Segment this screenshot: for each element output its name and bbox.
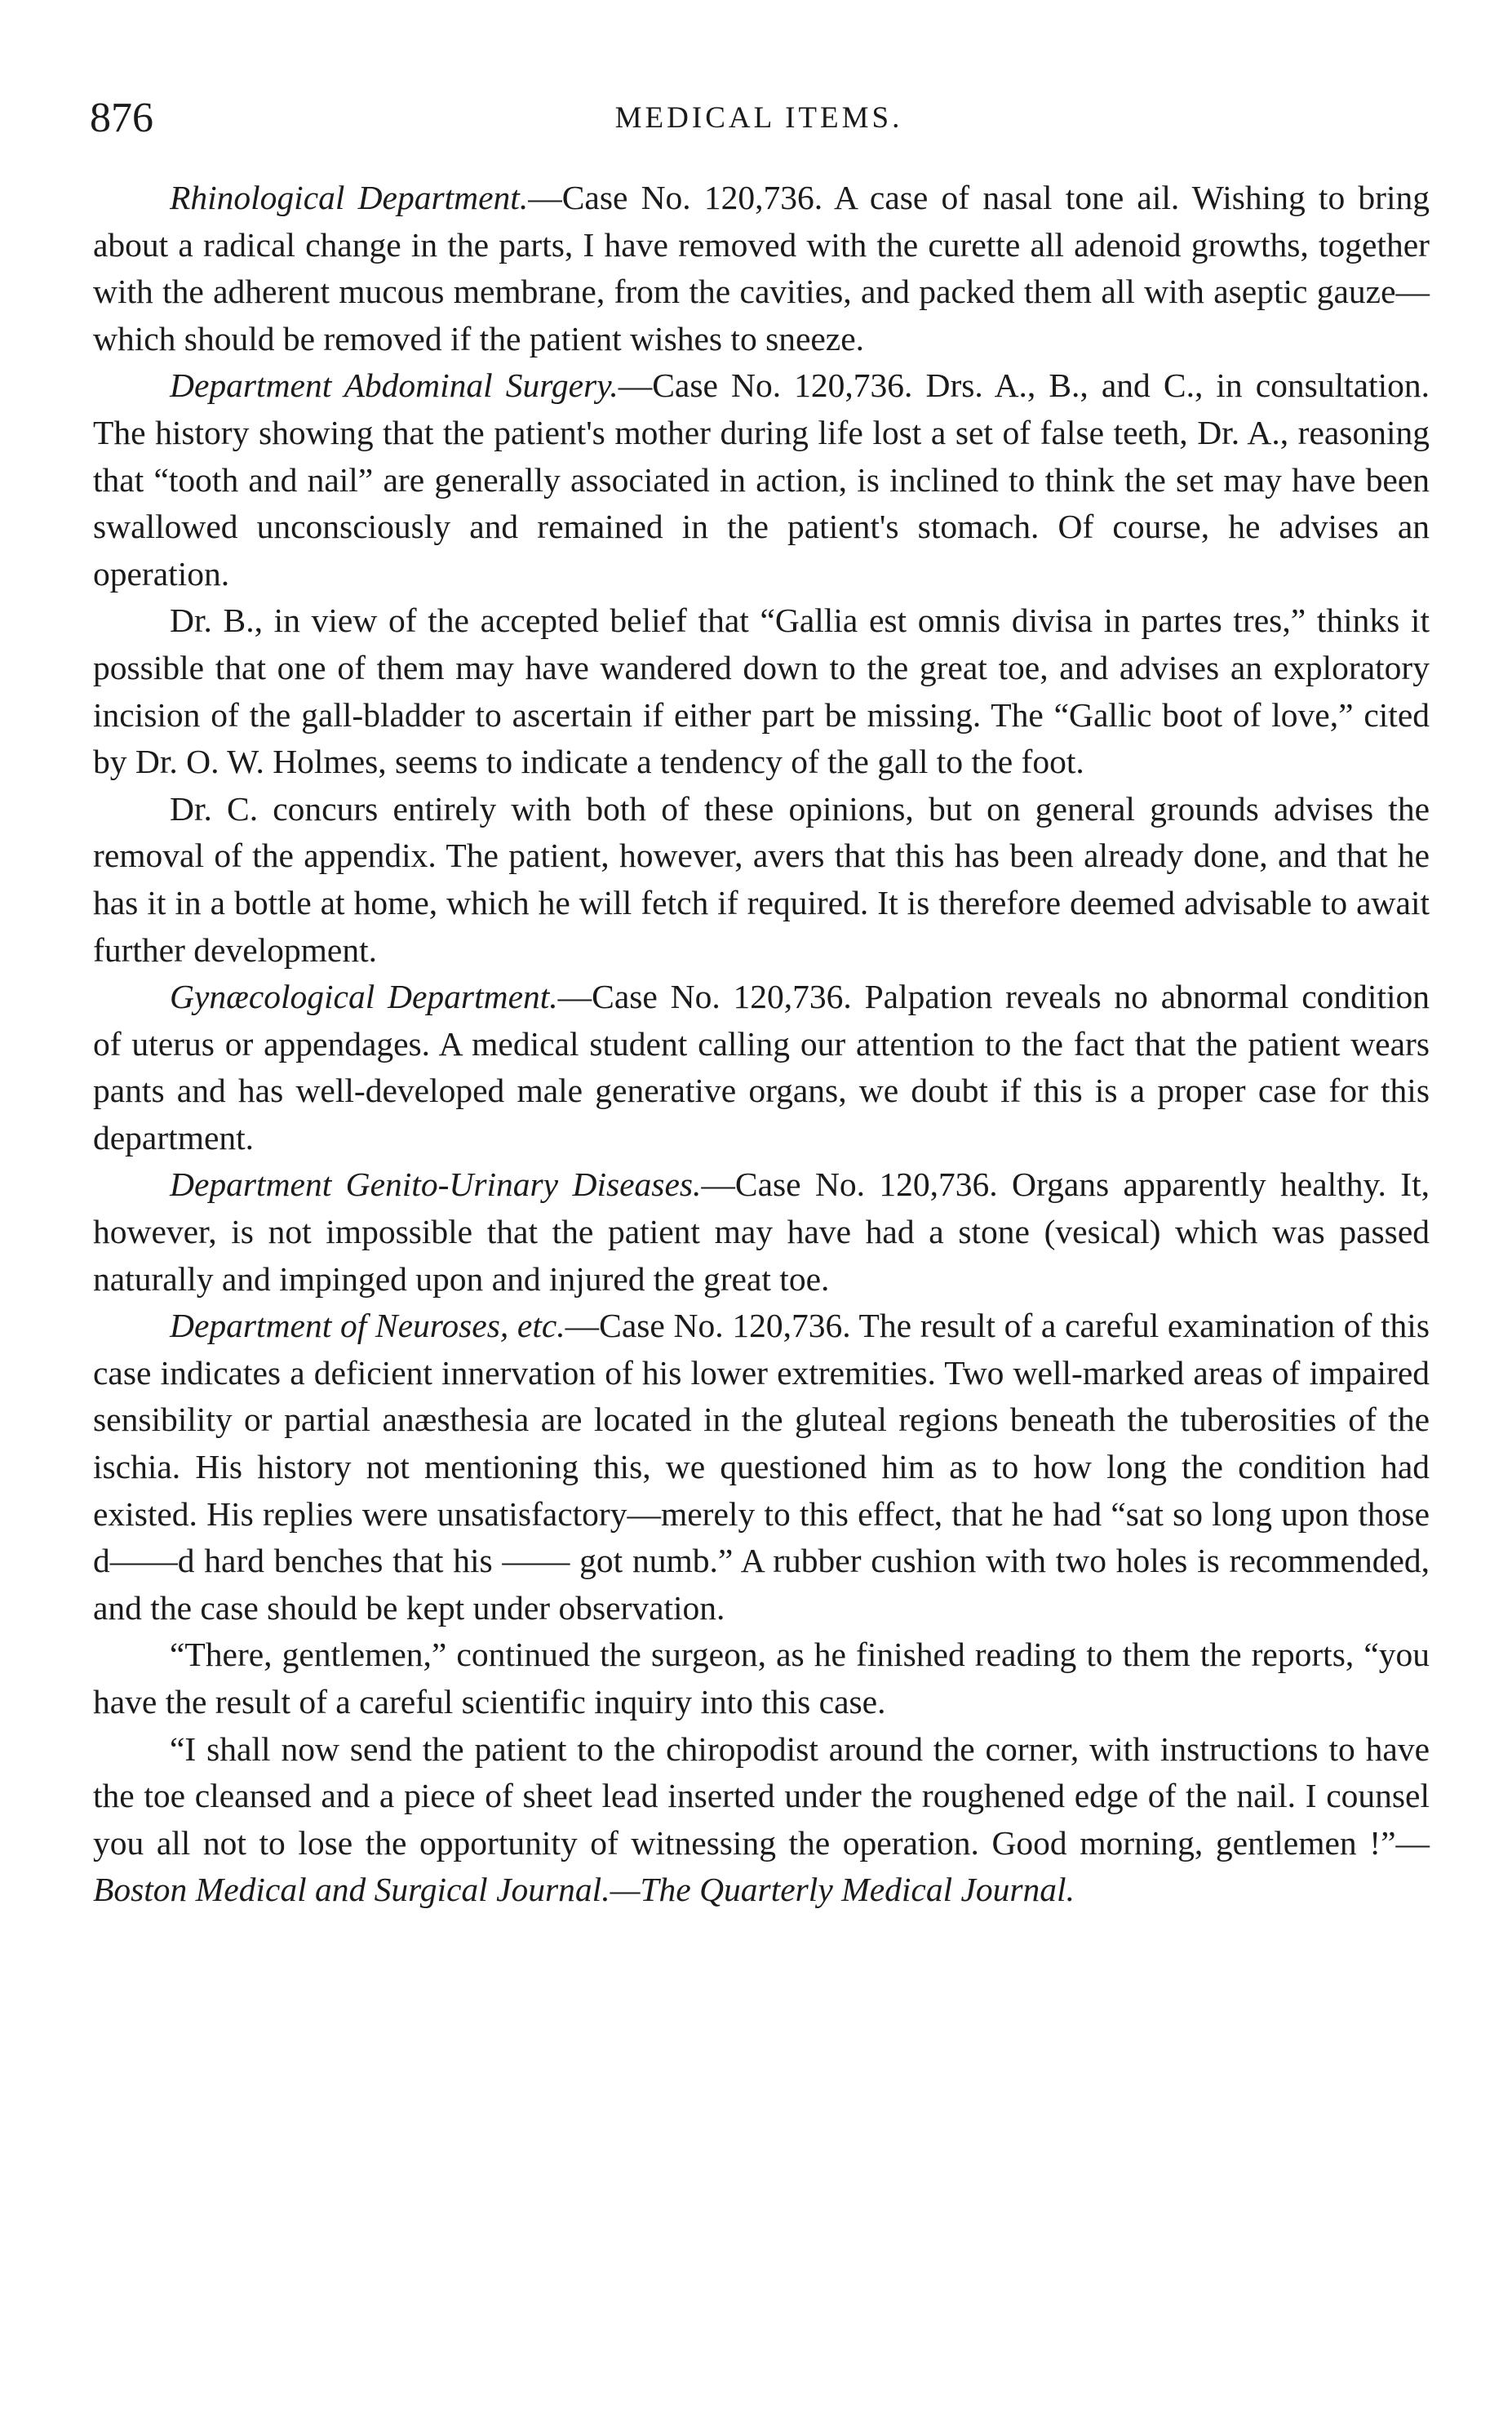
paragraph-neuroses	[93, 1303, 1430, 1632]
paragraph-text: —Case No. 120,736. Drs. A., B., and C., in consultation. The history showing that the patient's mother during life lost a set of false teeth, Dr. A., reasoning that “tooth and nail” are generally associated in action, is inclined to think the set may have been swallowed unconsciously and remained in the patient's stomach. Of course, he advises an operation.	[93, 366, 1430, 593]
paragraph-gynaecological	[93, 974, 1430, 1161]
article-body	[93, 175, 1430, 1914]
paragraph-text: —Case No. 120,736. A case of nasal tone ail. Wishing to bring about a radical change in the parts, I have removed with the curette all adenoid growths, together with the adherent mucous membrane, from the cavities, and packed them all with aseptic gauze—which should be removed if the patient wishes to sneeze.	[93, 179, 1430, 357]
paragraph-text: Dr. C. concurs entirely with both of these opinions, but on general grounds advises the removal of the appendix. The patient, however, avers that this has been already done, and that he has it in a bottle at home, which he will fetch if required. It is therefore deemed advisable to await further development.	[93, 789, 1430, 969]
source-citation: Boston Medical and Surgical Journal.—The Quarterly Medical Journal.	[93, 1871, 1075, 1909]
paragraph-surgeon-remarks	[93, 1632, 1430, 1725]
running-head	[90, 90, 1428, 147]
page-number: 876	[90, 95, 153, 141]
paragraph-dr-b	[93, 597, 1430, 785]
paragraph-rhinological	[93, 175, 1430, 362]
paragraph-text: —Case No. 120,736. The result of a careful examination of this case indicates a deficient innervation of his lower extremities. Two well-marked areas of impaired sensibility or partial anæsthesia are located in the gluteal regions beneath the tuberosities of the ischia. His history not mentioning this, we questioned him as to how long the condition had existed. His replies were unsatisfactory—merely to this effect, that he had “sat so long upon those d——d hard benches that his —— got numb.” A rubber cushion with two holes is recommended, and the case should be kept under observation.	[93, 1307, 1430, 1627]
section-heading-genito-urinary: Department Genito-Urinary Diseases.	[170, 1165, 702, 1204]
section-heading-gynaecological: Gynæcological Department.	[170, 978, 558, 1016]
section-heading-neuroses: Department of Neuroses, etc.	[170, 1307, 565, 1345]
paragraph-text: Dr. B., in view of the accepted belief that “Gallia est omnis divisa in partes tres,” thinks it possible that one of them may have wandered down to the great toe, and advises an exploratory incision of the gall-bladder to ascertain if either part be missing. The “Gallic boot of love,” cited by Dr. O. W. Holmes, seems to indicate a tendency of the gall to the foot.	[93, 602, 1430, 781]
paragraph-text: “I shall now send the patient to the chiropodist around the corner, with instructions to have the toe cleansed and a piece of sheet lead inserted under the roughened edge of the nail. I counsel you all not to lose the opportunity of witnessing the operation. Good morning, gentlemen !”—	[93, 1729, 1430, 1862]
paragraph-text: —Case No. 120,736. Palpation reveals no abnormal condition of uterus or appendages. A medical student calling our attention to the fact that the patient wears pants and has well-developed male generative organs, we doubt if this is a proper case for this department.	[93, 978, 1430, 1157]
paragraph-abdominal-surgery	[93, 362, 1430, 597]
paragraph-text: —Case No. 120,736. Organs apparently healthy. It, however, is not impossible that the patient may have had a stone (vesical) which was passed naturally and impinged upon and injured the great toe.	[93, 1165, 1430, 1298]
running-title: MEDICAL ITEMS.	[614, 101, 903, 135]
paragraph-closing	[93, 1726, 1430, 1914]
paragraph-text: “There, gentlemen,” continued the surgeon, as he finished reading to them the reports, “you have the result of a careful scientific inquiry into this case.	[93, 1636, 1430, 1720]
section-heading-rhinological: Rhinological Department.	[170, 179, 529, 216]
section-heading-abdominal-surgery: Department Abdominal Surgery.	[170, 366, 619, 405]
paragraph-dr-c	[93, 786, 1430, 974]
paragraph-genito-urinary	[93, 1161, 1430, 1303]
